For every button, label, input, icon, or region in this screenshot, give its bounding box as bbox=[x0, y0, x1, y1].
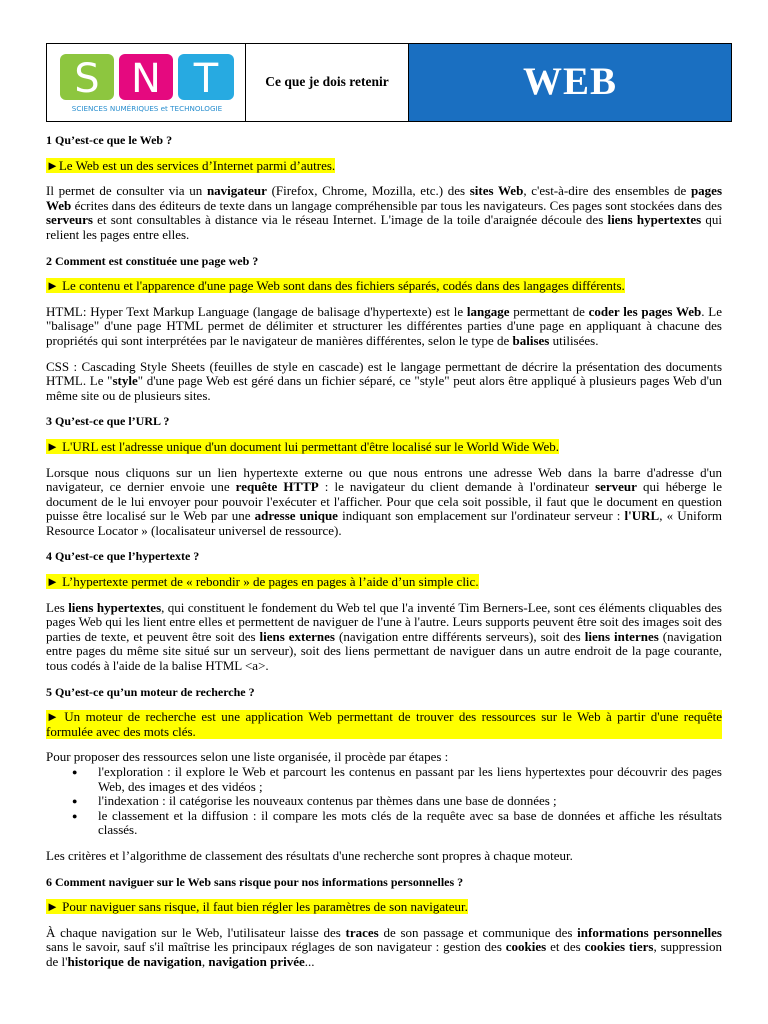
section-5-steps-list bbox=[46, 765, 722, 838]
bold-term: serveur bbox=[595, 479, 637, 495]
bold-term: style bbox=[112, 373, 138, 389]
snt-logo bbox=[60, 54, 234, 114]
list-item: ● l'exploration : il explore le Web et parcourt les contenus en passant par les liens hypertextes pour découvrir des pages Web, des images et des vidéos ; bbox=[72, 765, 722, 794]
section-4-highlight: ► L’hypertexte permet de « rebondir » de pages en pages à l’aide d’un simple clic. bbox=[46, 574, 479, 590]
bold-term: cookies bbox=[505, 939, 547, 955]
section-3-highlight: ► L'URL est l'adresse unique d'un document lui permettant d'être localisé sur le World Wide Web. bbox=[46, 438, 560, 454]
section-2-paragraph-html: HTML: Hyper Text Markup Language (langage de balisage d'hypertexte) est le langage permettant de coder les pages Web. Le "balisage" d'une page HTML permet de délimiter et structurer les différentes parties d'une page en appliquant à chacune des propriétés qui sont interprétées par le navigateur de manières différentes, selon le type de balises utilisées. bbox=[46, 303, 722, 348]
bold-term: adresse unique bbox=[254, 508, 338, 524]
section-6-heading: 6 Comment naviguer sur le Web sans risque pour nos informations personnelles ? bbox=[46, 874, 464, 889]
bold-term: langage bbox=[466, 303, 510, 319]
bold-term: liens hypertextes bbox=[607, 212, 702, 228]
section-5-highlight: ► Un moteur de recherche est une application Web permettant de trouver des ressources sur le Web à partir d'une requête formulée avec des mots clés. bbox=[46, 709, 722, 739]
subtitle-cell: Ce que je dois retenir bbox=[246, 44, 409, 121]
section-5-intro: Pour proposer des ressources selon une liste organisée, il procède par étapes : bbox=[46, 749, 449, 765]
bold-term: l'URL bbox=[624, 508, 660, 524]
svg-text:N: N bbox=[131, 56, 161, 102]
section-5-heading: 5 Qu’est-ce qu’un moteur de recherche ? bbox=[46, 684, 255, 699]
bold-term: balises bbox=[512, 332, 550, 348]
header-table bbox=[46, 43, 732, 122]
section-6-paragraph: À chaque navigation sur le Web, l'utilisateur laisse des traces de son passage et communique des informations personnelles sans le savoir, sauf s'il maîtrise les principaux réglages de son navigateur : gestion des cookies et des cookies tiers, suppression de l'historique de navigation, navigation privée... bbox=[46, 924, 722, 969]
bold-term: requête HTTP bbox=[235, 479, 319, 495]
list-item: ● l'indexation : il catégorise les nouveaux contenus par thèmes dans une base de données ; bbox=[72, 794, 722, 809]
section-4-paragraph: Les liens hypertextes, qui constituent le fondement du Web tel que l'a inventé Tim Berners-Lee, sont ces éléments cliquables des pages Web qui les lient entre elles et permettent de naviguer de l'une à l'autre. Leurs supports peuvent être soit des images soit des parties de texte, et peuvent être soit des liens externes (navigation entre différents serveurs), soit des liens internes (navigation entre pages du même site situé sur un serveur), soit des liens permettant de naviguer dans un autre endroit de la page courante, tous codés à l'aide de la balise HTML <a>. bbox=[46, 599, 722, 674]
bold-term: traces bbox=[345, 924, 379, 940]
section-6-highlight: ► Pour naviguer sans risque, il faut bien régler les paramètres de son navigateur. bbox=[46, 899, 468, 915]
bold-term: pages Web bbox=[46, 183, 722, 213]
section-5-outro: Les critères et l’algorithme de classement des résultats d'une recherche sont propres à chaque moteur. bbox=[46, 847, 573, 863]
section-3-heading: 3 Qu’est-ce que l’URL ? bbox=[46, 414, 170, 429]
bold-term: liens externes bbox=[259, 628, 335, 644]
list-item: ● le classement et la diffusion : il compare les mots clés de la requête avec sa base de données et affiche les résultats classés. bbox=[72, 809, 722, 838]
section-2-heading: 2 Comment est constituée une page web ? bbox=[46, 253, 259, 268]
bold-term: navigation privée bbox=[208, 953, 305, 969]
bold-term: cookies tiers bbox=[584, 939, 654, 955]
section-2-highlight: ► Le contenu et l'apparence d'une page Web sont dans des fichiers séparés, codés dans des langages différents. bbox=[46, 278, 625, 294]
svg-text:S: S bbox=[74, 56, 100, 102]
svg-text:T: T bbox=[193, 56, 219, 102]
bold-term: informations personnelles bbox=[577, 924, 722, 940]
bold-term: historique de navigation bbox=[67, 953, 202, 969]
content bbox=[46, 128, 722, 970]
section-1-highlight: ►Le Web est un des services d’Internet parmi d’autres. bbox=[46, 157, 336, 173]
section-3-paragraph: Lorsque nous cliquons sur un lien hypertexte externe ou que nous entrons une adresse Web dans la barre d'adresse d'un navigateur, ce dernier envoie une requête HTTP : le navigateur du client demande à l'ordinateur serveur qui héberge le document de le lui envoyer pour pouvoir l'exécuter et l'afficher. Pour que cela soit possible, il faut que le document en question puisse être localisé sur le Web par une adresse unique indiquant son emplacement sur l'ordinateur serveur : l'URL, « Uniform Resource Locator » (localisateur universel de ressource). bbox=[46, 464, 723, 538]
section-2-paragraph-css: CSS : Cascading Style Sheets (feuilles de style en cascade) est le langage permettant de décrire la présentation des documents HTML. Le "style" d'une page Web est géré dans un fichier séparé, ce "style" peut alors être appliqué à plusieurs pages Web d'un même site ou de plusieurs sites. bbox=[46, 358, 722, 403]
bold-term: sites Web bbox=[469, 183, 524, 199]
logo-cell bbox=[47, 44, 246, 121]
bold-term: liens hypertextes bbox=[68, 599, 162, 615]
page-title: WEB bbox=[409, 44, 731, 121]
bold-term: coder les pages Web bbox=[588, 303, 702, 319]
section-1-heading: 1 Qu’est-ce que le Web ? bbox=[46, 133, 173, 147]
section-4-heading: 4 Qu’est-ce que l’hypertexte ? bbox=[46, 549, 200, 564]
bold-term: navigateur bbox=[206, 183, 267, 199]
bold-term: serveurs bbox=[46, 212, 93, 228]
section-1-paragraph: Il permet de consulter via un navigateur (Firefox, Chrome, Mozilla, etc.) des sites Web, c'est-à-dire des ensembles de pages Web écrites dans des éditeurs de texte dans un langage compréhensible par tous les navigateurs. Ces pages sont stockées dans des serveurs et sont consultables à distance via le réseau Internet. L'image de la toile d'araignée découle des liens hypertextes qui relient les pages entre elles. bbox=[46, 183, 722, 242]
bold-term: liens internes bbox=[584, 628, 659, 644]
svg-text:SCIENCES NUMÉRIQUES et TECHNOL: SCIENCES NUMÉRIQUES et TECHNOLOGIE bbox=[71, 104, 223, 113]
